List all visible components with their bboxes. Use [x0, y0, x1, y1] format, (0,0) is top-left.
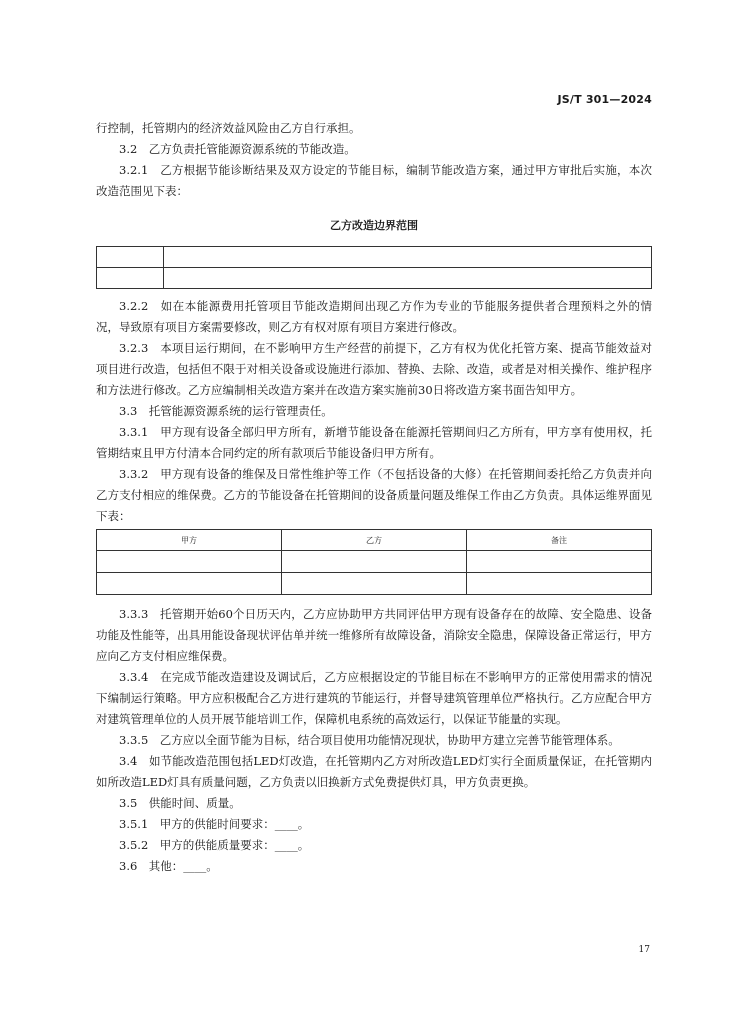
paragraph: 3.5 供能时间、质量。	[119, 796, 241, 810]
paragraph: 3.3.5 乙方应以全面节能为目标，结合项目使用功能情况现状，协助甲方建立完善节能管理体系。	[119, 733, 620, 747]
paragraph: 3.5.2 甲方的供能质量要求：____。	[119, 838, 310, 852]
table-row	[97, 247, 652, 268]
table1-title: 乙方改造边界范围	[330, 219, 418, 232]
table-cell	[97, 573, 282, 595]
paragraph: 3.2.2 如在本能源费用托管项目节能改造期间出现乙方作为专业的节能服务提供者合理预料之外的情况，导致原有项目方案需要修改，则乙方有权对原有项目方案进行修改。	[96, 299, 652, 334]
table-cell	[97, 551, 282, 573]
table-cell	[467, 573, 652, 595]
maintenance-interface-table	[96, 529, 652, 595]
table-cell	[164, 247, 652, 268]
document-body	[96, 118, 652, 877]
paragraph: 3.3.3 托管期开始60个日历天内，乙方应协助甲方共同评估甲方现有设备存在的故障、安全隐患、设备功能及性能等，出具用能设备现状评估单并统一维修所有故障设备，消除安全隐患，保障设备正常运行，甲方应向乙方支付相应维保费。	[96, 607, 652, 663]
table-cell	[282, 573, 467, 595]
table-cell	[97, 268, 164, 289]
paragraph: 3.6 其他：____。	[119, 859, 218, 873]
paragraph: 3.2 乙方负责托管能源资源系统的节能改造。	[119, 142, 356, 156]
table-header-cell: 备注	[467, 530, 652, 551]
paragraph: 3.3.2 甲方现有设备的维保及日常性维护等工作（不包括设备的大修）在托管期间委托给乙方负责并向乙方支付相应的维保费。乙方的节能设备在托管期间的设备质量问题及维保工作由乙方负责。具体运维界面见下表：	[96, 467, 652, 523]
table-cell	[282, 551, 467, 573]
table-header-cell: 甲方	[97, 530, 282, 551]
paragraph: 3.3 托管能源资源系统的运行管理责任。	[119, 404, 333, 418]
table-row	[97, 573, 652, 595]
table-header-cell: 乙方	[282, 530, 467, 551]
paragraph: 行控制，托管期内的经济效益风险由乙方自行承担。	[96, 121, 361, 135]
paragraph: 3.3.1 甲方现有设备全部归甲方所有，新增节能设备在能源托管期间归乙方所有，甲方享有使用权，托管期结束且甲方付清本合同约定的所有款项后节能设备归甲方所有。	[96, 425, 652, 460]
paragraph: 3.4 如节能改造范围包括LED灯改造，在托管期内乙方对所改造LED灯实行全面质量保证，在托管期内如所改造LED灯具有质量问题，乙方负责以旧换新方式免费提供灯具，甲方负责更换。	[96, 754, 652, 789]
page-number: 17	[638, 945, 650, 955]
paragraph: 3.2.3 本项目运行期间，在不影响甲方生产经营的前提下，乙方有权为优化托管方案、提高节能效益对项目进行改造，包括但不限于对相关设备或设施进行添加、替换、去除、改造，或者是对相关操作、维护程序和方法进行修改。乙方应编制相关改造方案并在改造方案实施前30日将改造方案书面告知甲方。	[96, 341, 652, 397]
table-cell	[467, 551, 652, 573]
middle-paragraphs	[96, 296, 652, 527]
top-paragraphs	[96, 118, 652, 202]
boundary-table	[96, 246, 652, 289]
paragraph: 3.5.1 甲方的供能时间要求：____。	[119, 817, 310, 831]
bottom-paragraphs	[96, 604, 652, 877]
standard-code-header: JS/T 301—2024	[557, 93, 652, 106]
table-cell	[164, 268, 652, 289]
table-row	[97, 268, 652, 289]
table-cell	[97, 247, 164, 268]
paragraph: 3.2.1 乙方根据节能诊断结果及双方设定的节能目标，编制节能改造方案，通过甲方审批后实施，本次改造范围见下表：	[96, 163, 652, 198]
paragraph: 3.3.4 在完成节能改造建设及调试后，乙方应根据设定的节能目标在不影响甲方的正常使用需求的情况下编制运行策略。甲方应积极配合乙方进行建筑的节能运行，并督导建筑管理单位严格执行。乙方应配合甲方对建筑管理单位的人员开展节能培训工作，保障机电系统的高效运行，以保证节能量的实现。	[96, 670, 652, 726]
table-row	[97, 551, 652, 573]
